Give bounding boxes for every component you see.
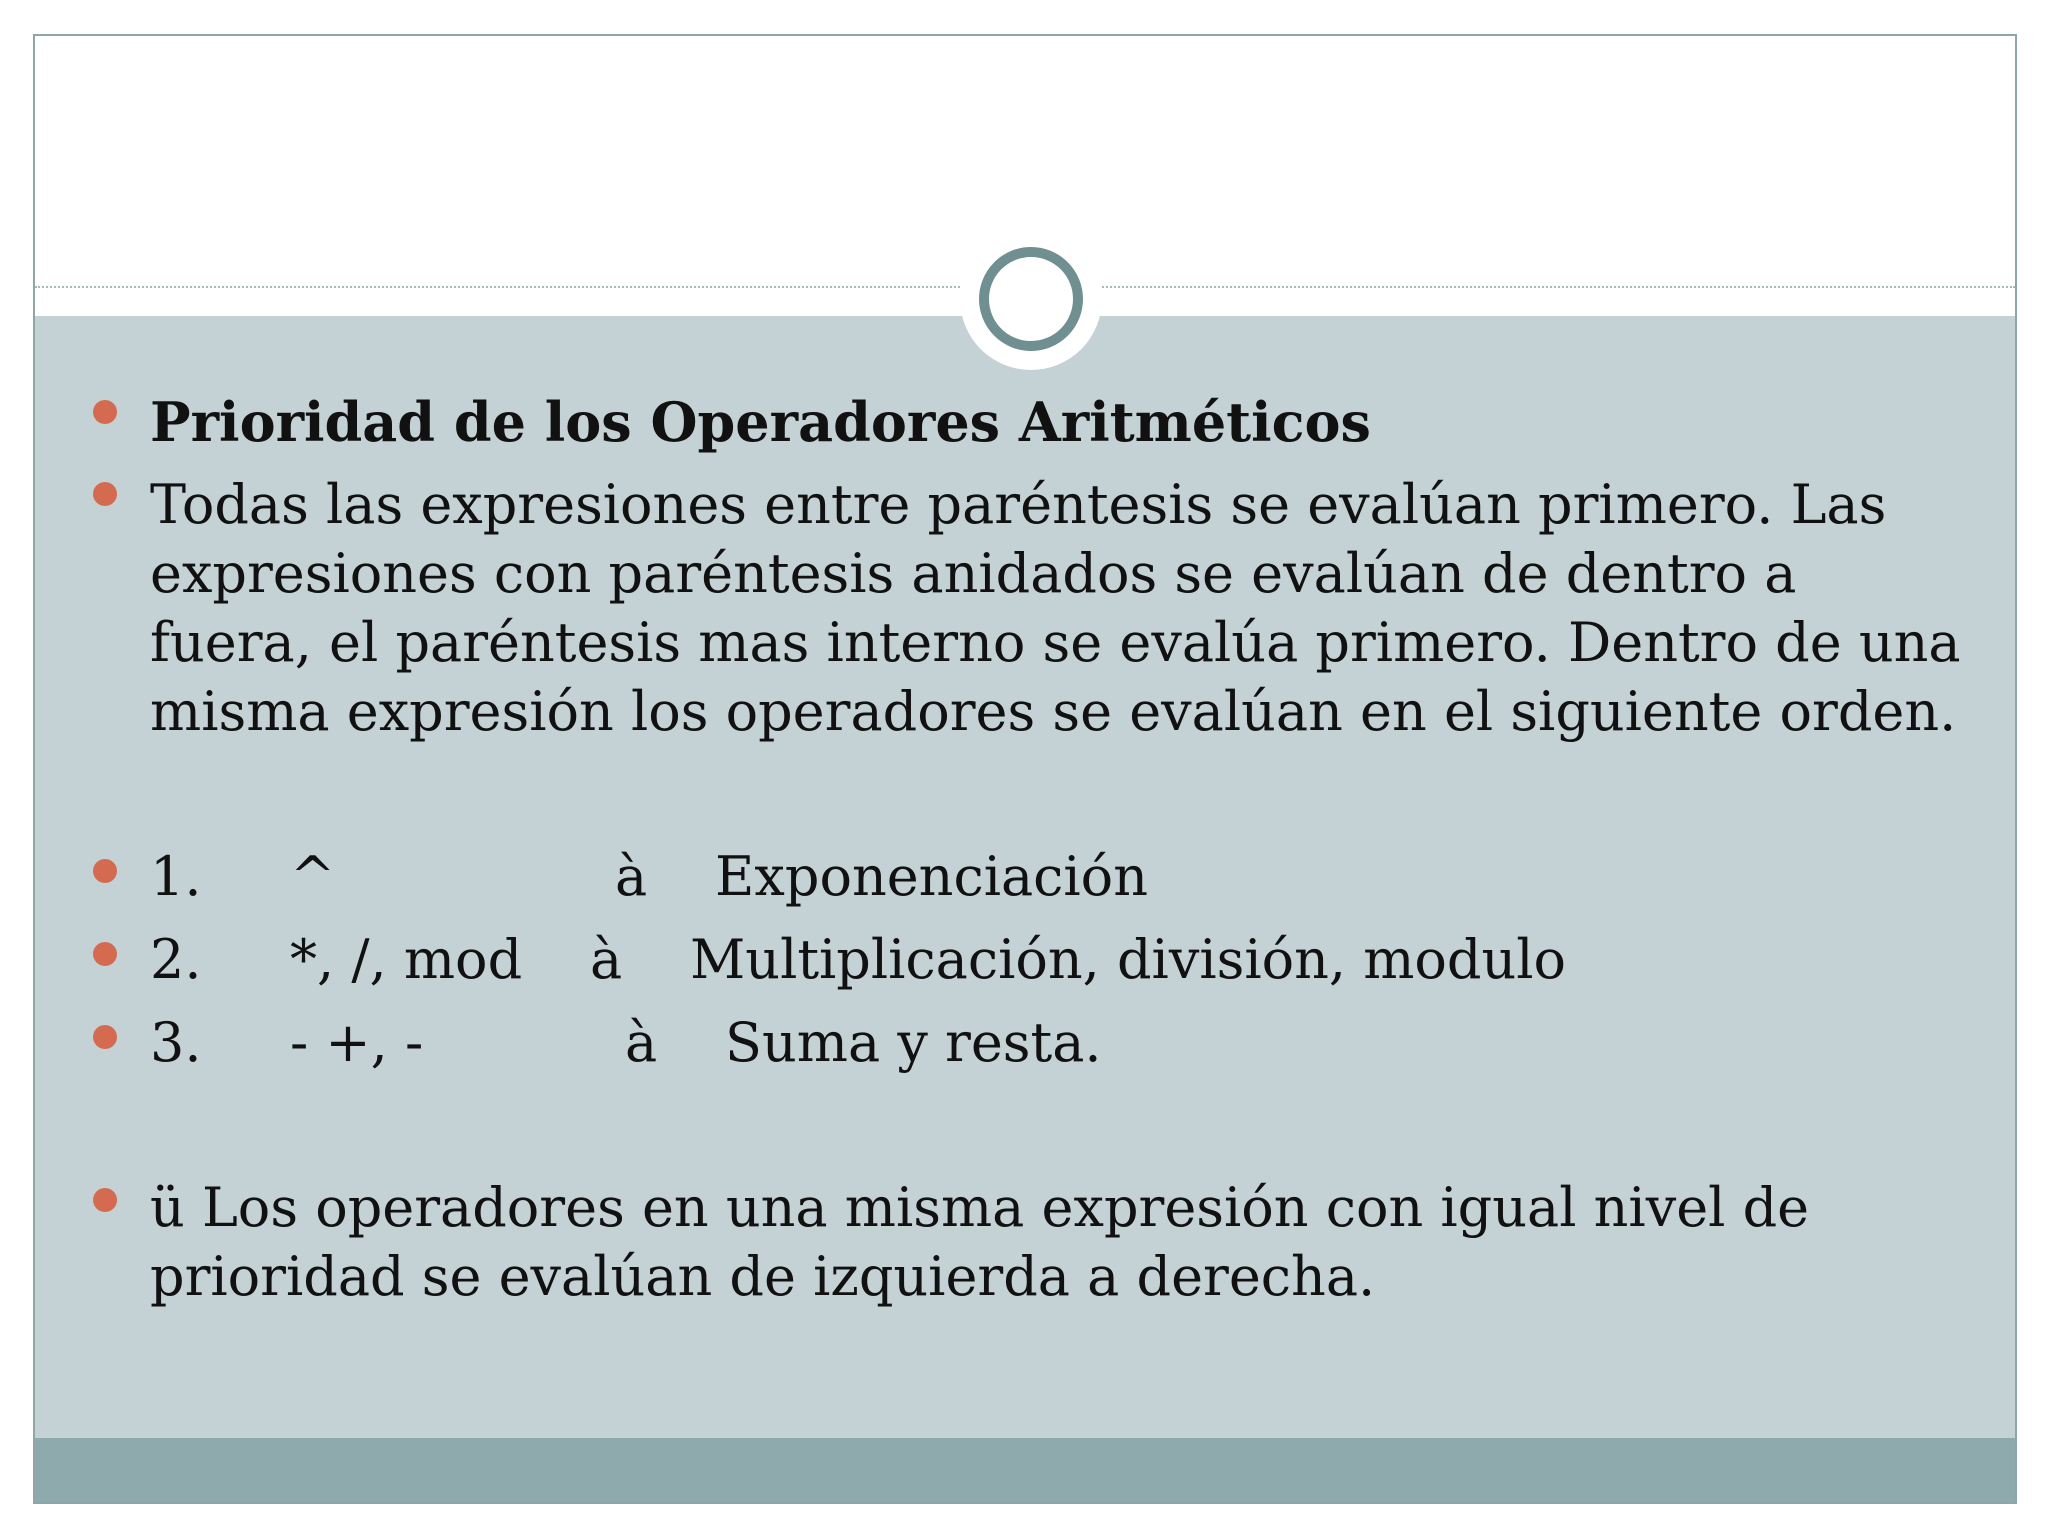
round-bullet-icon — [93, 400, 117, 424]
slide-canvas — [33, 34, 2017, 1504]
list-number: 1. — [150, 845, 202, 908]
arrow-symbol: à — [625, 1011, 658, 1074]
operator-description: Multiplicación, división, modulo — [690, 928, 1567, 991]
round-bullet-icon — [93, 1025, 117, 1049]
list-number: 2. — [150, 928, 202, 991]
list-line — [150, 1008, 1850, 1078]
operator-symbol: - +, - — [290, 1011, 424, 1074]
round-bullet-icon — [93, 482, 117, 506]
explanation-paragraph: Todas las expresiones entre paréntesis se evalúan primero. Las expresiones con paréntesis anidados se evalúan de dentro a fuera, el paréntesis mas interno se evalúa primero. Dentro de una misma expresión los operadores se evalúan en el siguiente orden. — [150, 473, 1961, 743]
slide-title: Prioridad de los Operadores Aritméticos — [150, 390, 1371, 454]
operator-symbol: *, /, mod — [290, 928, 523, 991]
operator-description: Exponenciación — [715, 845, 1148, 908]
operator-description: Suma y resta. — [725, 1011, 1102, 1074]
list-number: 3. — [150, 1011, 202, 1074]
list-line — [150, 925, 1850, 995]
rule-note: ü Los operadores en una misma expresión con igual nivel de prioridad se evalúan de izquierda a derecha. — [150, 1176, 1810, 1308]
round-bullet-icon — [93, 859, 117, 883]
round-bullet-icon — [93, 1188, 117, 1212]
circle-ring-icon — [979, 247, 1083, 351]
arrow-symbol: à — [615, 845, 648, 908]
operator-symbol: ^ — [290, 845, 336, 908]
footer-bar — [35, 1438, 2015, 1504]
round-bullet-icon — [93, 942, 117, 966]
arrow-symbol: à — [590, 928, 623, 991]
list-line — [150, 842, 1850, 912]
